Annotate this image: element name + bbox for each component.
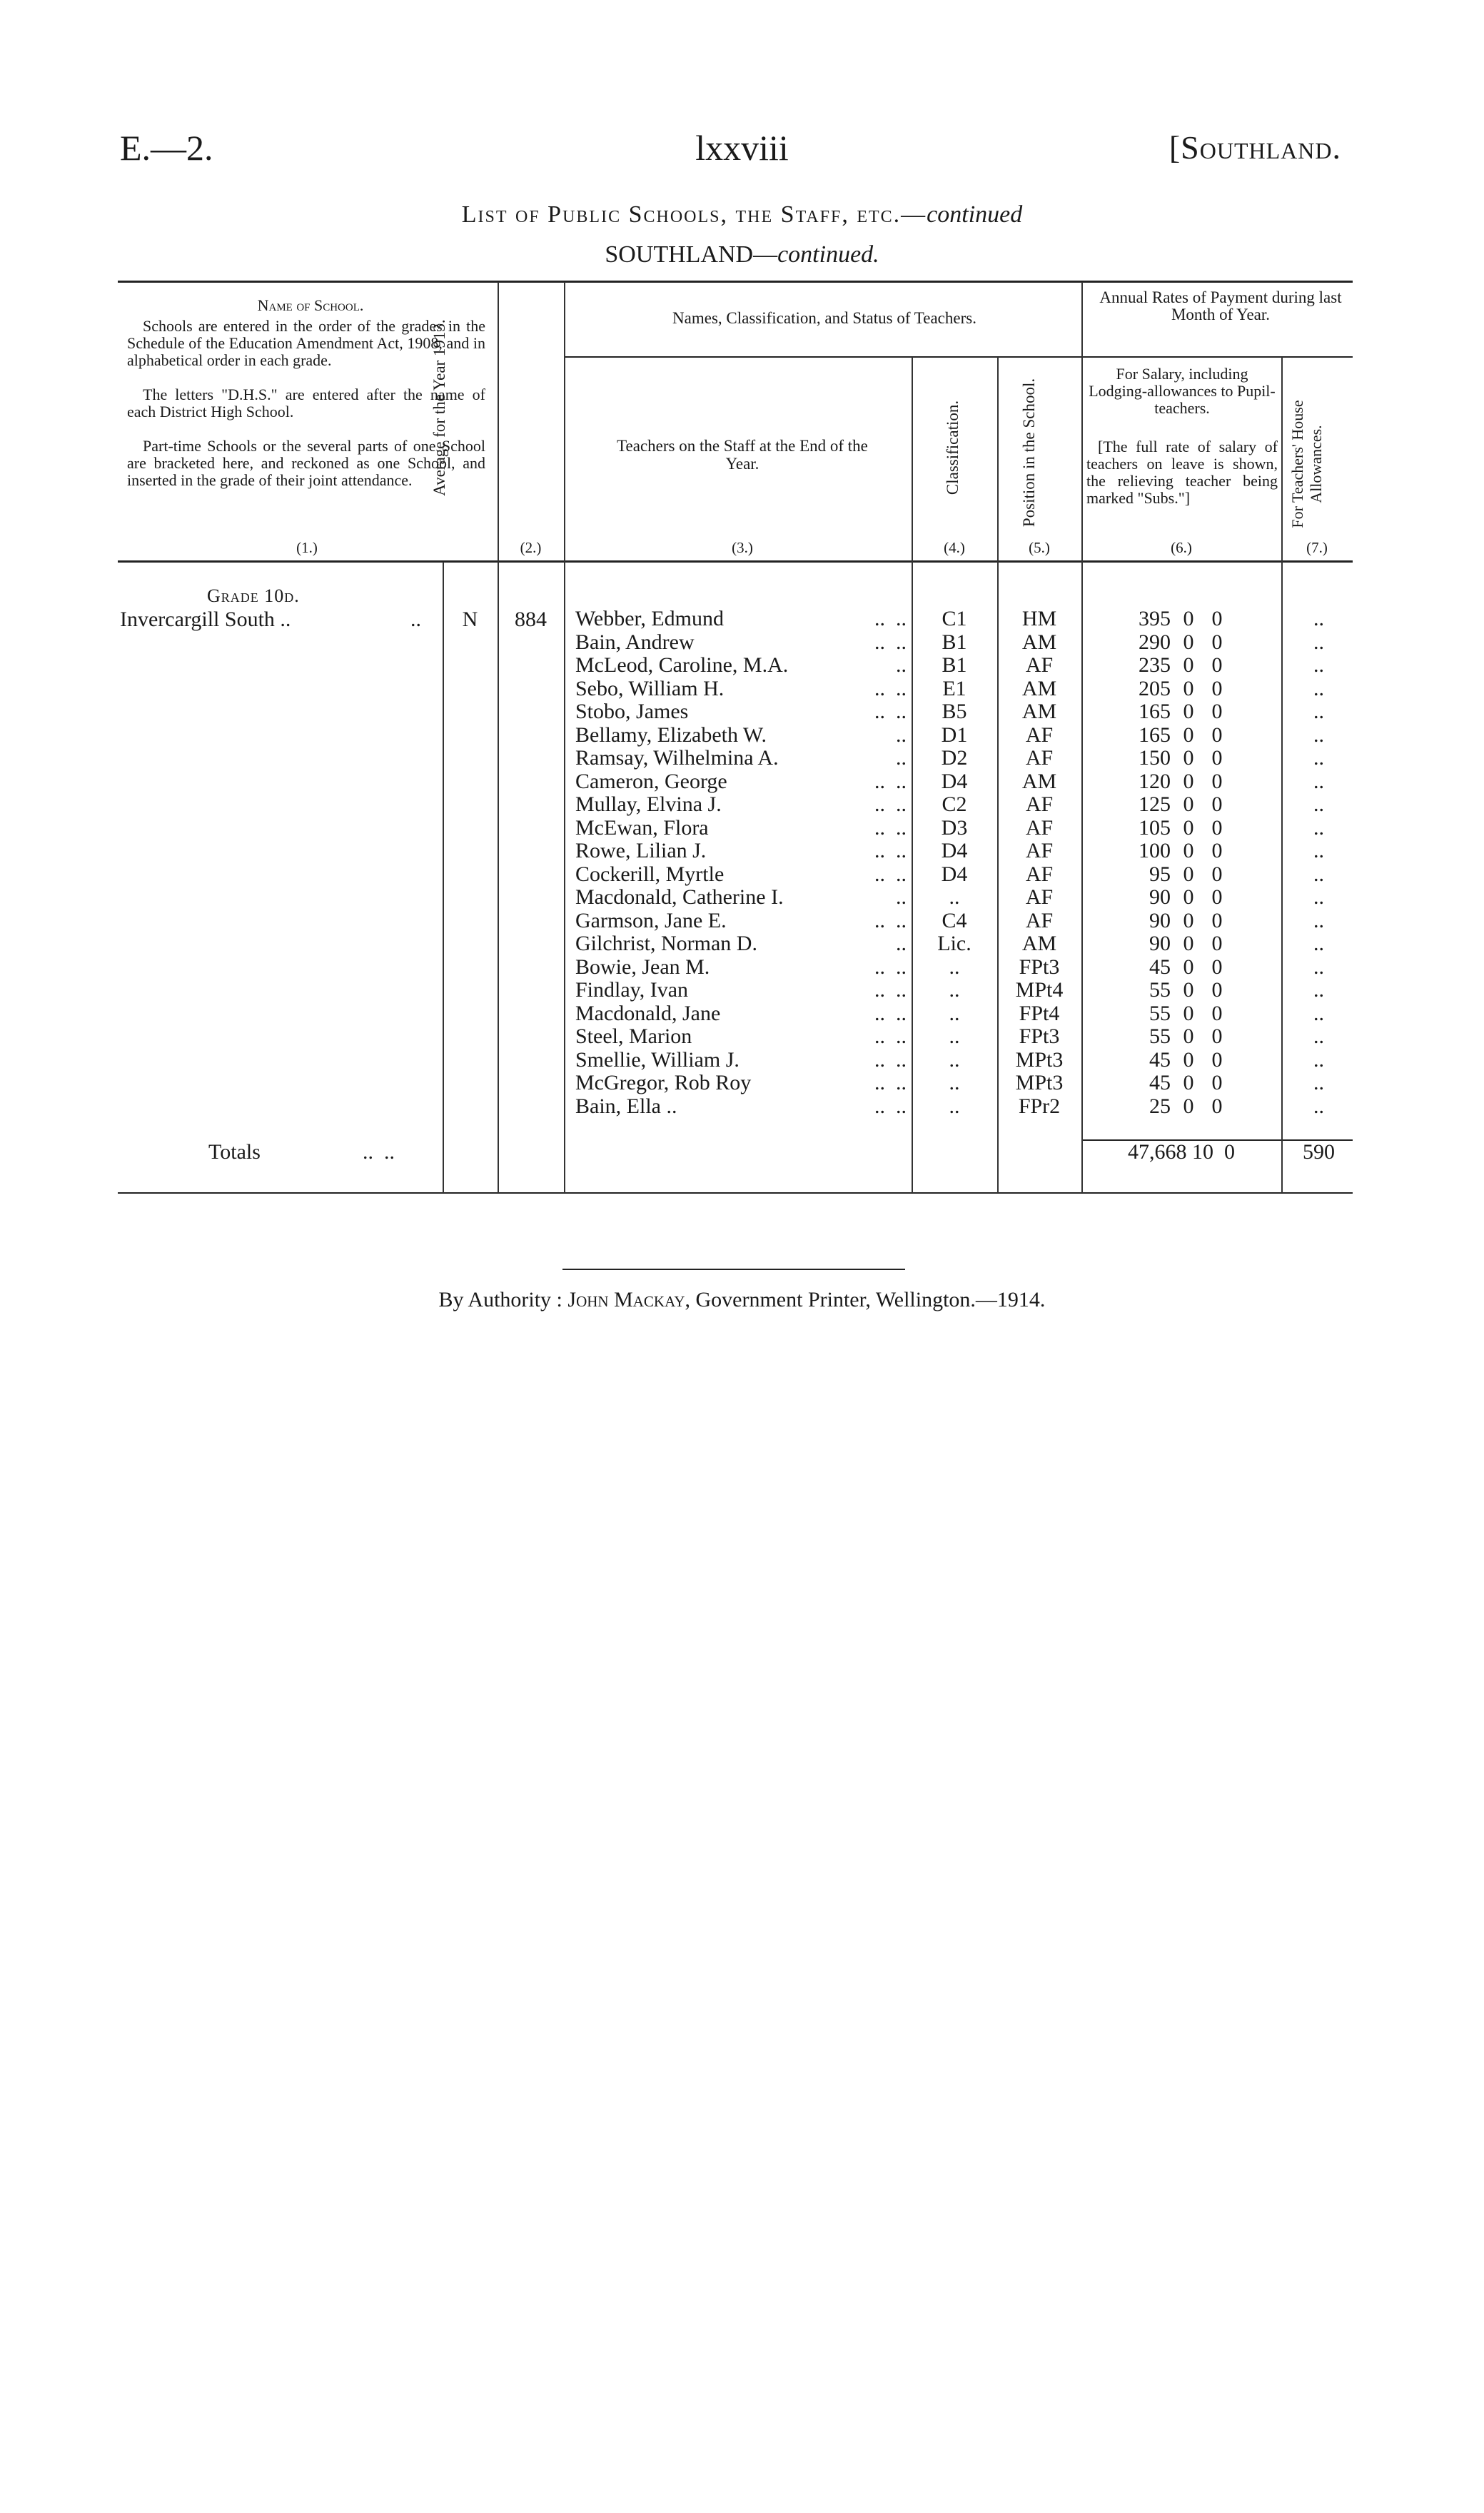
teacher-dots: .. .. (874, 607, 907, 630)
teacher-classification: .. (949, 1071, 960, 1094)
teacher-position: AF (1025, 908, 1054, 932)
teacher-position: AM (1021, 630, 1057, 654)
teacher-dots: .. .. (874, 1047, 907, 1072)
teacher-classification: E1 (942, 676, 966, 700)
col-number-4: (4.) (944, 539, 965, 556)
salary-pounds: 45 (1149, 1047, 1171, 1072)
teacher-name: Bowie, Jean M. (575, 955, 710, 979)
salary-shillings: 0 (1183, 978, 1194, 1002)
col-number-1: (1.) (296, 539, 318, 556)
teacher-position: AF (1025, 722, 1054, 747)
teacher-position: AF (1025, 885, 1054, 909)
house-allowance: .. (1313, 1071, 1324, 1094)
salary-shillings: 0 (1183, 769, 1194, 793)
table-row (0, 817, 1484, 840)
salary-pence: 0 (1211, 1094, 1223, 1118)
salary-shillings: 0 (1183, 1071, 1194, 1094)
col-number-2: (2.) (520, 539, 542, 556)
house-allowance: .. (1313, 653, 1324, 677)
teacher-dots: .. .. (874, 839, 907, 862)
house-allowance: .. (1313, 792, 1324, 816)
salary-shillings: 0 (1183, 1094, 1194, 1118)
teacher-position: AF (1025, 862, 1054, 886)
teacher-classification: D4 (941, 769, 968, 793)
house-allowance: .. (1313, 839, 1324, 862)
teacher-position: MPt3 (1015, 1071, 1064, 1094)
teacher-name: Rowe, Lilian J. (575, 839, 707, 862)
salary-pence: 0 (1211, 1024, 1223, 1048)
salary-pence: 0 (1211, 769, 1223, 793)
teacher-classification: .. (949, 955, 960, 979)
teacher-name: Garmson, Jane E. (575, 908, 727, 932)
house-allowance: .. (1313, 815, 1324, 840)
teacher-dots: .. .. (874, 908, 907, 932)
salary-shillings: 0 (1183, 1047, 1194, 1072)
teacher-position: FPt3 (1019, 955, 1060, 979)
table-row (0, 1025, 1484, 1048)
salary-shillings: 0 (1183, 676, 1194, 700)
house-allowance: .. (1313, 862, 1324, 886)
footer-printer: John Mackay, (567, 1288, 690, 1311)
teacher-position: AF (1025, 792, 1054, 816)
totals-dots: .. .. (363, 1140, 395, 1164)
teacher-classification: B1 (942, 630, 967, 654)
salary-shillings: 0 (1183, 932, 1194, 955)
teacher-dots: .. .. (874, 1094, 907, 1118)
salary-pounds: 100 (1139, 839, 1171, 862)
rates-group-heading: Annual Rates of Payment during last Month of Year. (1099, 288, 1342, 323)
classification-heading: Classification. (944, 400, 961, 495)
subtitle-continued: continued. (777, 241, 879, 268)
position-heading-text: Position in the School. (1020, 378, 1038, 528)
teacher-name: McGregor, Rob Roy (575, 1071, 752, 1094)
school-note-2: The letters "D.H.S." are entered after the name of each District High School. (127, 386, 485, 420)
table-row (0, 840, 1484, 862)
salary-pence: 0 (1211, 908, 1223, 932)
salary-pounds: 395 (1139, 607, 1171, 630)
salary-pounds: 90 (1149, 932, 1171, 955)
salary-shillings: 0 (1183, 815, 1194, 840)
teacher-name: Ramsay, Wilhelmina A. (575, 746, 779, 770)
house-allowance: .. (1313, 746, 1324, 770)
salary-pence: 0 (1211, 607, 1223, 630)
subheader-rule (564, 356, 1353, 358)
salary-shillings: 0 (1183, 1024, 1194, 1048)
teachers-group-heading: Names, Classification, and Status of Teachers. (672, 309, 976, 327)
teacher-position: AF (1025, 815, 1054, 840)
table-row (0, 631, 1484, 654)
table-row (0, 886, 1484, 909)
salary-shillings: 0 (1183, 607, 1194, 630)
teacher-name: Findlay, Ivan (575, 978, 689, 1002)
teacher-classification: C4 (942, 908, 967, 932)
teacher-dots: .. .. (874, 1024, 907, 1048)
totals-salary: 47,668 10 0 (1128, 1140, 1235, 1164)
salary-pence: 0 (1211, 955, 1223, 979)
teacher-dots: .. .. (874, 792, 907, 816)
teacher-dots: .. (896, 722, 907, 747)
house-heading-text: For Teachers' House Allowances. (1288, 400, 1325, 528)
teacher-name: McEwan, Flora (575, 815, 709, 840)
house-allowance: .. (1313, 1024, 1324, 1048)
teacher-classification: .. (949, 978, 960, 1002)
table-row (0, 932, 1484, 955)
salary-pounds: 205 (1139, 676, 1171, 700)
salary-pence: 0 (1211, 653, 1223, 677)
table-row (0, 700, 1484, 723)
teacher-dots: .. .. (874, 815, 907, 840)
salary-pence: 0 (1211, 1071, 1223, 1094)
salary-pence: 0 (1211, 1001, 1223, 1025)
teacher-name: Cockerill, Myrtle (575, 862, 725, 886)
teacher-position: AF (1025, 746, 1054, 770)
table-row (0, 979, 1484, 1002)
teacher-position: MPt3 (1015, 1047, 1064, 1072)
salary-pounds: 165 (1139, 722, 1171, 747)
house-allowance: .. (1313, 722, 1324, 747)
salary-shillings: 0 (1183, 700, 1194, 723)
teacher-name: Macdonald, Catherine I. (575, 885, 784, 909)
teacher-dots: .. .. (874, 1001, 907, 1025)
teacher-dots: .. .. (874, 676, 907, 700)
teacher-dots: .. .. (874, 862, 907, 886)
table-row (0, 1095, 1484, 1118)
school-code: N (462, 608, 478, 631)
house-allowance: .. (1313, 978, 1324, 1002)
page-number: lxxviii (695, 128, 789, 168)
salary-pence: 0 (1211, 792, 1223, 816)
salary-pounds: 125 (1139, 792, 1171, 816)
table-row (0, 770, 1484, 793)
teacher-name: Cameron, George (575, 769, 727, 793)
teacher-position: FPr2 (1018, 1094, 1061, 1118)
house-allowance: .. (1313, 607, 1324, 630)
school-note-3: Part-time Schools or the several parts of one School are bracketed here, and reckoned as one School, and inserted in the grade of their joint attendance. (127, 437, 485, 489)
table-bottom-rule (118, 1192, 1353, 1194)
salary-pence: 0 (1211, 630, 1223, 654)
teacher-name: Webber, Edmund (575, 607, 724, 630)
table-row (0, 678, 1484, 700)
teacher-classification: D4 (941, 862, 968, 886)
teacher-position: FPt3 (1019, 1024, 1060, 1048)
teacher-classification: B1 (942, 653, 967, 677)
totals-house: 590 (1303, 1140, 1335, 1164)
table-row (0, 654, 1484, 677)
house-allowance: .. (1313, 885, 1324, 909)
totals-label: Totals (208, 1140, 261, 1164)
teacher-dots: .. (896, 746, 907, 770)
teacher-classification: C2 (942, 792, 967, 816)
house-allowance: .. (1313, 1094, 1324, 1118)
salary-pounds: 290 (1139, 630, 1171, 654)
teacher-dots: .. (896, 885, 907, 909)
teacher-name: Bain, Andrew (575, 630, 695, 654)
house-allowance: .. (1313, 908, 1324, 932)
school-name: Invercargill South .. (120, 608, 291, 631)
salary-pounds: 235 (1139, 653, 1171, 677)
teachers-staff-heading: Teachers on the Staff at the End of the Year. (617, 437, 868, 473)
house-allowance: .. (1313, 1047, 1324, 1072)
teacher-classification: .. (949, 1024, 960, 1048)
table-row (0, 910, 1484, 932)
title-continued: continued (927, 201, 1023, 228)
house-allowance: .. (1313, 769, 1324, 793)
printer-credit (0, 1288, 1484, 1312)
title-main: List of Public Schools, the Staff, etc.— (461, 201, 927, 228)
table-row (0, 1049, 1484, 1072)
col-number-7: (7.) (1306, 539, 1328, 556)
position-heading (1019, 363, 1059, 542)
salary-pence: 0 (1211, 722, 1223, 747)
table-top-rule (118, 281, 1353, 283)
salary-pence: 0 (1211, 815, 1223, 840)
footer-rule (562, 1269, 905, 1270)
page-code: E.—2. (120, 128, 213, 168)
teacher-position: AM (1021, 932, 1057, 955)
teacher-name: Sebo, William H. (575, 676, 725, 700)
salary-pounds: 45 (1149, 955, 1171, 979)
school-heading: Name of School. (257, 296, 364, 314)
teacher-dots: .. (896, 653, 907, 677)
salary-heading: For Salary, including Lodging-allowances to Pupil-teachers. (1089, 365, 1276, 417)
salary-pence: 0 (1211, 839, 1223, 862)
school-note-1: Schools are entered in the order of the grades in the Schedule of the Education Amendment Act, 1908, and in alphabetical order in each grade. (127, 317, 485, 369)
salary-pence: 0 (1211, 676, 1223, 700)
teacher-position: MPt4 (1015, 978, 1064, 1002)
salary-shillings: 0 (1183, 839, 1194, 862)
salary-pence: 0 (1211, 932, 1223, 955)
salary-shillings: 0 (1183, 722, 1194, 747)
average-heading: Average for the Year 1913. (430, 319, 448, 496)
teacher-dots: .. .. (874, 978, 907, 1002)
salary-pence: 0 (1211, 978, 1223, 1002)
salary-pounds: 55 (1149, 978, 1171, 1002)
teacher-name: Steel, Marion (575, 1024, 692, 1048)
region-label: [Southland. (1168, 129, 1341, 166)
table-row (0, 1002, 1484, 1025)
teacher-name: McLeod, Caroline, M.A. (575, 653, 789, 677)
footer-prefix: By Authority : (438, 1288, 562, 1311)
salary-pounds: 120 (1139, 769, 1171, 793)
teacher-position: AM (1021, 700, 1057, 723)
teacher-name: Gilchrist, Norman D. (575, 932, 757, 955)
subtitle-region: SOUTHLAND— (605, 241, 778, 268)
col-number-5: (5.) (1029, 539, 1050, 556)
teacher-position: AF (1025, 653, 1054, 677)
teacher-classification: D4 (941, 839, 968, 862)
teacher-position: HM (1021, 607, 1057, 630)
house-allowance: .. (1313, 932, 1324, 955)
teacher-dots: .. .. (874, 700, 907, 723)
teacher-name: Mullay, Elvina J. (575, 792, 722, 816)
teacher-name: Bellamy, Elizabeth W. (575, 722, 767, 747)
col-number-6: (6.) (1171, 539, 1192, 556)
teacher-classification: C1 (942, 607, 967, 630)
salary-shillings: 0 (1183, 746, 1194, 770)
teacher-name: Smellie, William J. (575, 1047, 740, 1072)
house-allowance: .. (1313, 955, 1324, 979)
col-rule-1 (498, 282, 499, 562)
teacher-classification: D2 (941, 746, 968, 770)
house-allowance: .. (1313, 1001, 1324, 1025)
teacher-classification: .. (949, 1001, 960, 1025)
house-heading (1288, 375, 1346, 553)
salary-shillings: 0 (1183, 1001, 1194, 1025)
table-row (0, 793, 1484, 816)
salary-note: [The full rate of salary of teachers on leave is shown, the relieving teacher being marked "Subs."] (1086, 438, 1278, 507)
salary-pounds: 25 (1149, 1094, 1171, 1118)
school-average: 884 (515, 608, 547, 631)
teacher-classification: D1 (941, 722, 968, 747)
salary-pence: 0 (1211, 885, 1223, 909)
salary-shillings: 0 (1183, 862, 1194, 886)
col-number-3: (3.) (732, 539, 753, 556)
table-row (0, 863, 1484, 886)
teacher-position: AF (1025, 839, 1054, 862)
teacher-classification: .. (949, 1094, 960, 1118)
house-allowance: .. (1313, 700, 1324, 723)
salary-shillings: 0 (1183, 908, 1194, 932)
salary-pounds: 55 (1149, 1024, 1171, 1048)
salary-pounds: 90 (1149, 908, 1171, 932)
teacher-dots: .. .. (874, 630, 907, 654)
salary-pounds: 45 (1149, 1071, 1171, 1094)
teacher-name: Stobo, James (575, 700, 689, 723)
teacher-dots: .. (896, 932, 907, 955)
salary-pounds: 150 (1139, 746, 1171, 770)
school-dots: .. (410, 608, 421, 631)
salary-shillings: 0 (1183, 955, 1194, 979)
teacher-classification: Lic. (937, 932, 971, 955)
table-row (0, 724, 1484, 747)
salary-pounds: 95 (1149, 862, 1171, 886)
teacher-name: Bain, Ella .. (575, 1094, 677, 1118)
salary-pounds: 55 (1149, 1001, 1171, 1025)
salary-shillings: 0 (1183, 653, 1194, 677)
teacher-classification: .. (949, 885, 960, 909)
salary-pence: 0 (1211, 700, 1223, 723)
header-bottom-rule (118, 560, 1353, 563)
table-row (0, 956, 1484, 979)
teacher-classification: .. (949, 1047, 960, 1072)
teacher-position: AM (1021, 676, 1057, 700)
teacher-classification: D3 (941, 815, 968, 840)
teacher-dots: .. .. (874, 1071, 907, 1094)
salary-shillings: 0 (1183, 885, 1194, 909)
teacher-dots: .. .. (874, 769, 907, 793)
salary-pence: 0 (1211, 746, 1223, 770)
house-allowance: .. (1313, 676, 1324, 700)
house-allowance: .. (1313, 630, 1324, 654)
teacher-position: FPt4 (1019, 1001, 1060, 1025)
teacher-name: Macdonald, Jane (575, 1001, 721, 1025)
teacher-position: AM (1021, 769, 1057, 793)
salary-pounds: 90 (1149, 885, 1171, 909)
table-row (0, 1072, 1484, 1094)
salary-pounds: 165 (1139, 700, 1171, 723)
school-grade: Grade 10d. (207, 585, 300, 606)
teacher-classification: B5 (942, 700, 967, 723)
table-row (0, 747, 1484, 770)
salary-pence: 0 (1211, 1047, 1223, 1072)
footer-suffix: Government Printer, Wellington.—1914. (695, 1288, 1046, 1311)
teacher-dots: .. .. (874, 955, 907, 979)
salary-pounds: 105 (1139, 815, 1171, 840)
salary-shillings: 0 (1183, 792, 1194, 816)
salary-shillings: 0 (1183, 630, 1194, 654)
salary-pence: 0 (1211, 862, 1223, 886)
table-row (0, 608, 1484, 630)
